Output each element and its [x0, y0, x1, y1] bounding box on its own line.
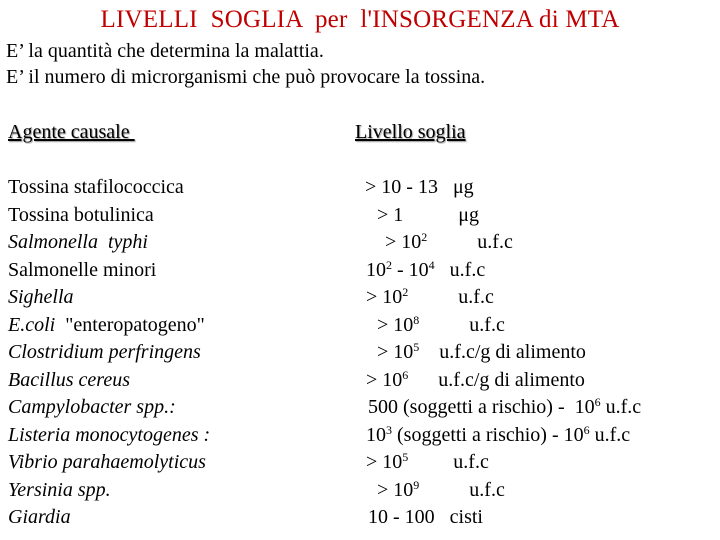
- agent-name: Salmonella typhi: [8, 231, 148, 253]
- intro-line-2: E’ il numero di microrganismi che può provocare la tossina.: [6, 66, 486, 88]
- threshold-level: 10 - 100 cisti: [368, 506, 483, 528]
- intro-line-1: E’ la quantità che determina la malattia.: [6, 40, 324, 62]
- threshold-level: > $10^5$ u.f.c/g di alimento: [372, 340, 586, 363]
- table-row: [0, 286, 720, 313]
- table-row: [0, 451, 720, 478]
- agent-name: Tossina botulinica: [8, 203, 154, 226]
- threshold-level: > 1 μg: [372, 203, 480, 226]
- threshold-level: $10^2 - 10^4$ u.f.c: [366, 257, 486, 281]
- table-row: [0, 479, 720, 506]
- threshold-level: > 10 - 13 μg: [365, 176, 474, 198]
- agent-name: Bacillus cereus: [8, 368, 131, 391]
- agent-name: Campylobacter spp.:: [8, 396, 176, 418]
- threshold-level: > $10^5$ u.f.c: [366, 450, 489, 473]
- threshold-level: > $10^9$ u.f.c: [372, 477, 505, 501]
- table-row: [0, 204, 720, 231]
- agent-name: Giardia: [8, 506, 71, 528]
- column-header-level: Livello soglia: [355, 121, 466, 143]
- agent-name: Sighella: [8, 286, 74, 308]
- table-row: [0, 506, 720, 533]
- agent-name: Yersinia spp.: [8, 478, 111, 501]
- table-row: [0, 341, 720, 368]
- agent-name: Listeria monocytogenes :: [8, 423, 211, 446]
- agent-name: Salmonelle minori: [8, 258, 157, 281]
- table-row: [0, 369, 720, 396]
- agent-name: E.coli "enteropatogeno": [8, 313, 205, 336]
- column-header-agent: Agente causale: [8, 121, 135, 143]
- table-row: [0, 176, 720, 203]
- threshold-level: 500 (soggetti a rischio) - $10^6$ u.f.c: [368, 395, 642, 418]
- table-row: [0, 259, 720, 286]
- table-row: [0, 231, 720, 258]
- agent-name: Vibrio parahaemolyticus: [8, 451, 206, 473]
- table-row: [0, 396, 720, 423]
- threshold-level: > $10^2$ u.f.c: [375, 230, 513, 253]
- table-row: [0, 314, 720, 341]
- agent-name: Clostridium perfringens: [8, 341, 201, 363]
- threshold-level: $10^3$ (soggetti a rischio) - $10^6$ u.f.c: [366, 422, 631, 446]
- agent-name: Tossina stafilococcica: [8, 176, 184, 198]
- threshold-level: > $10^8$ u.f.c: [372, 312, 505, 336]
- table-row: [0, 424, 720, 451]
- threshold-level: > $10^2$ u.f.c: [366, 285, 494, 308]
- threshold-level: > $10^6$ u.f.c/g di alimento: [366, 367, 585, 391]
- page-title: LIVELLI SOGLIA per l'INSORGENZA di MTA: [100, 6, 620, 33]
